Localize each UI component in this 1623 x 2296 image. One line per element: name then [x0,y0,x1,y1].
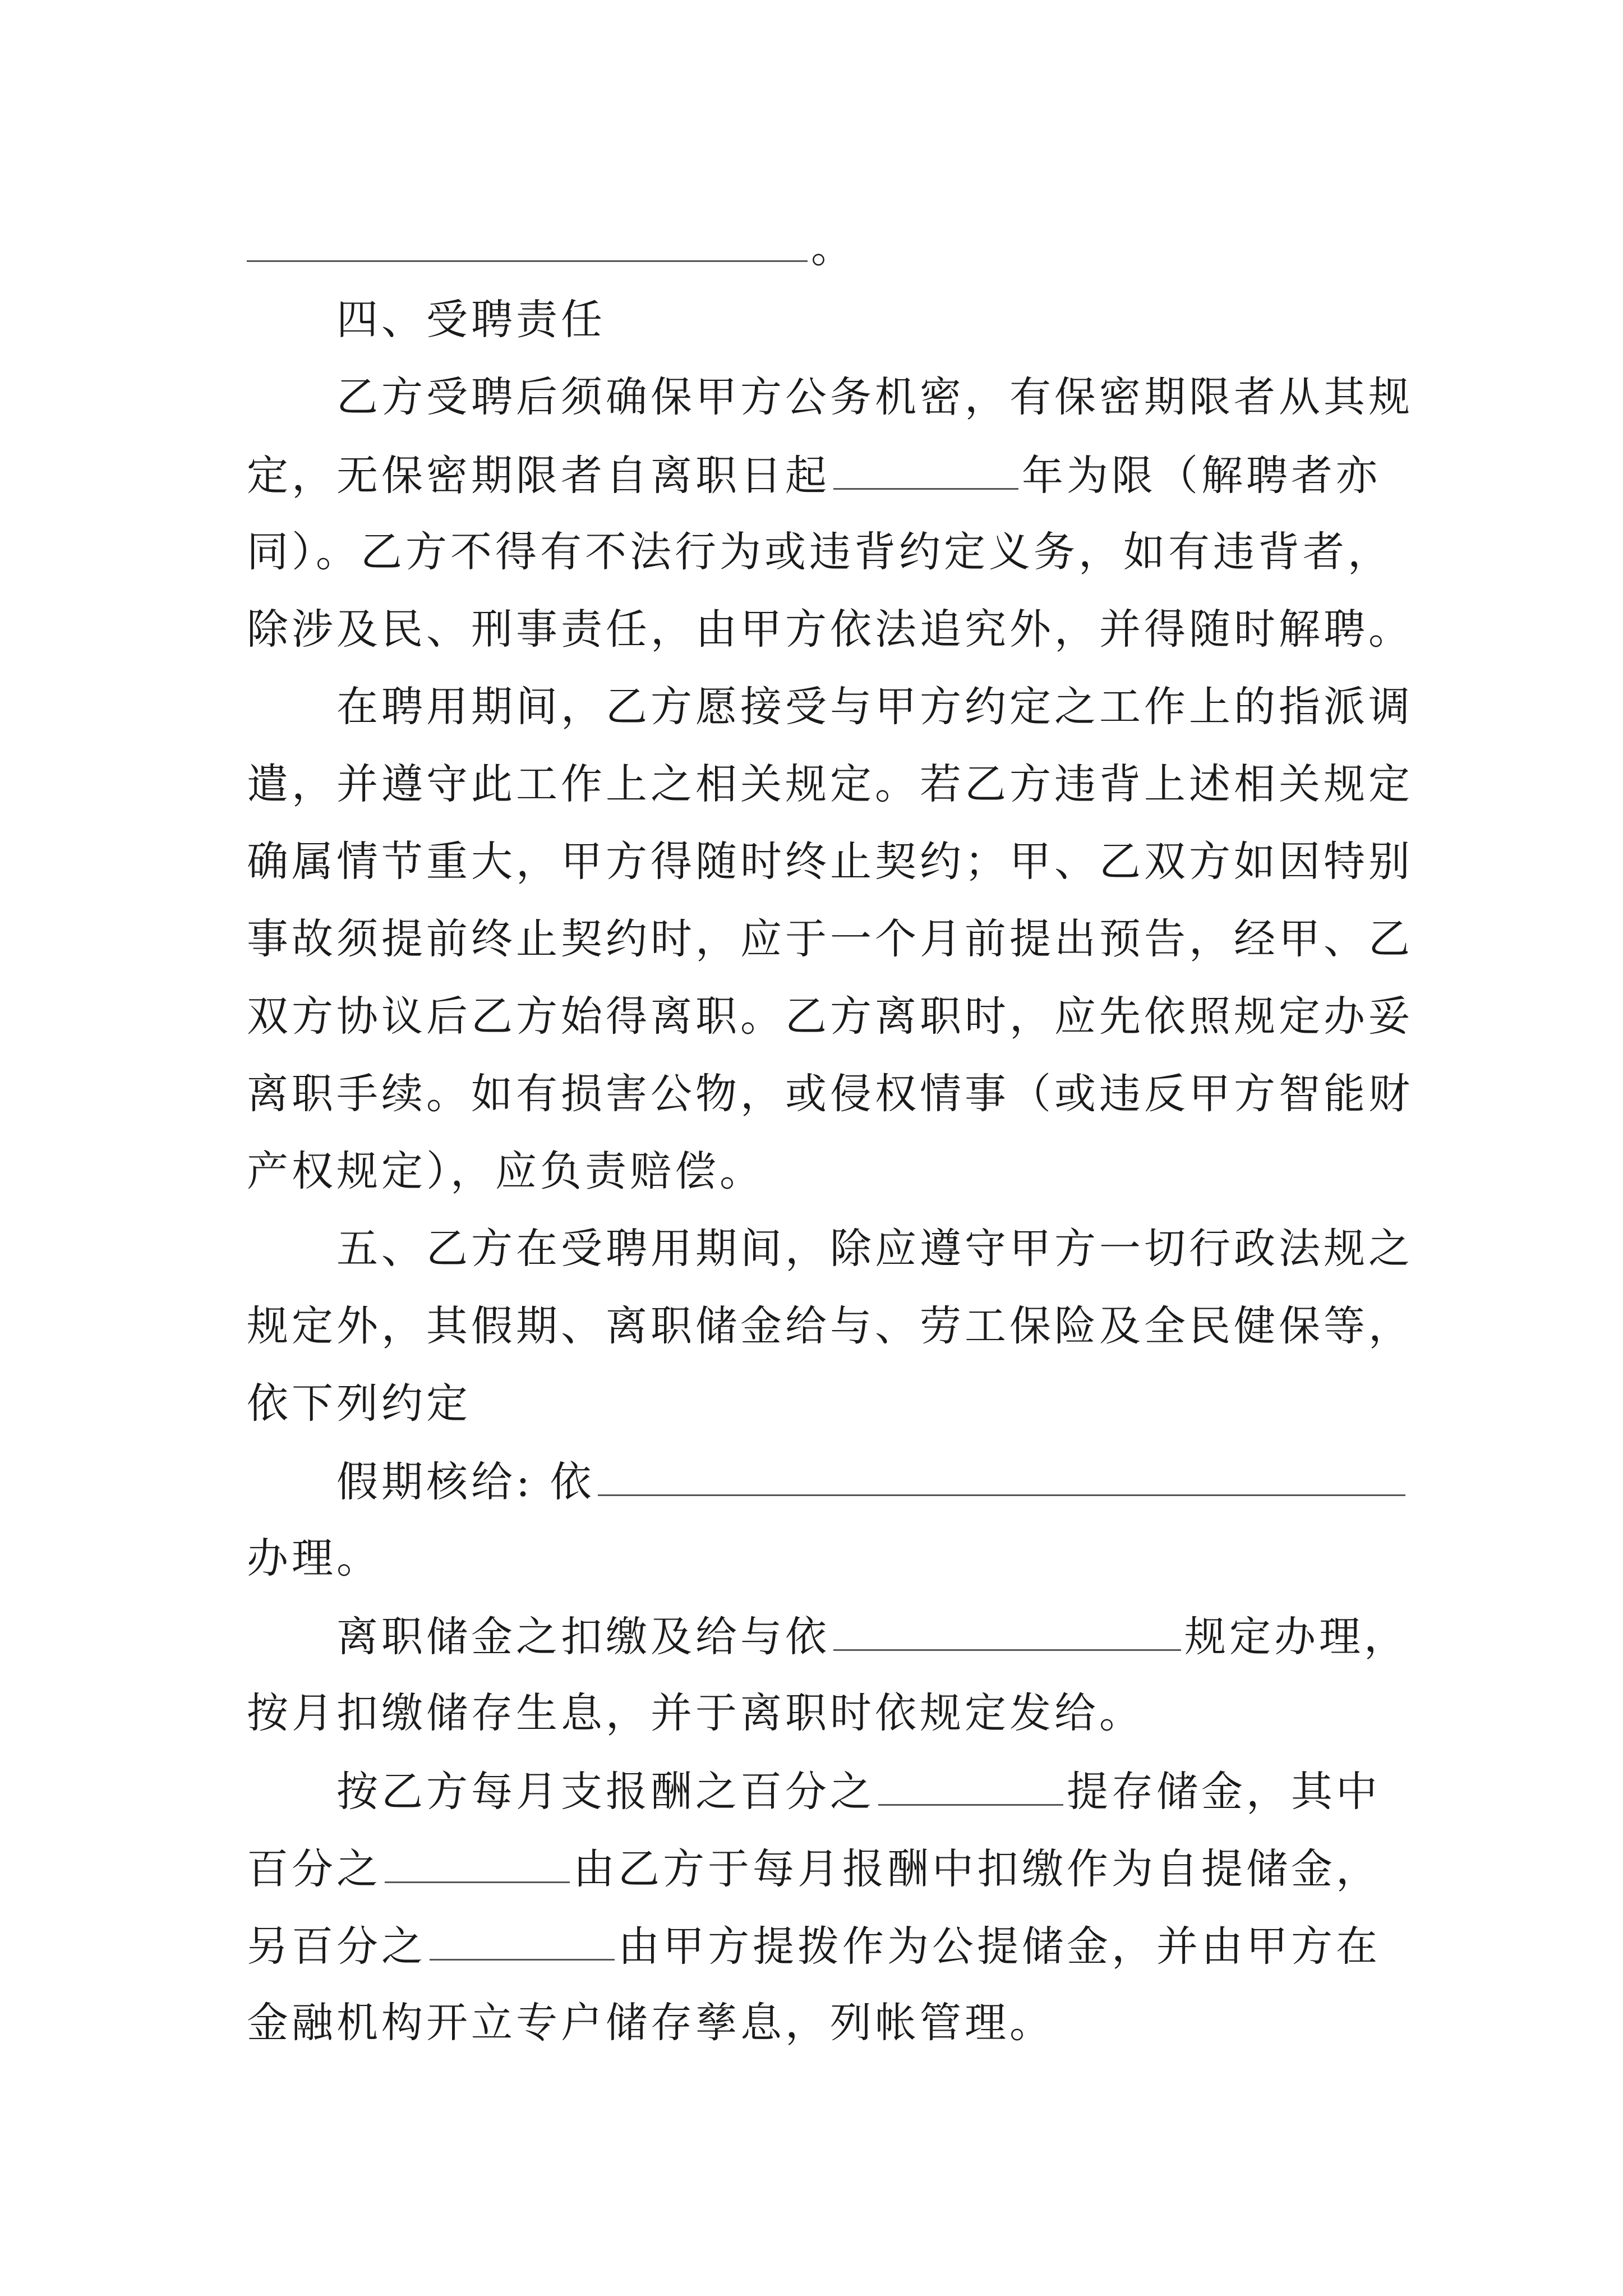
text-line: 产权规定），应负责赔偿。 [247,1147,764,1195]
text-line: 双方协议后乙方始得离职。乙方离职时，应先依照规定办妥 [247,992,1413,1041]
text-line: 另百分之 由甲方提拨作为公提储金，并由甲方在 [247,1917,1391,1973]
text-line: 百分之 由乙方于每月报酬中扣缴作为自提储金， [247,1840,1391,1896]
text-line: 依下列约定 [247,1379,471,1428]
fill-blank [247,219,808,262]
text-line: 办理。 [247,1534,381,1582]
text-line: 事故须提前终止契约时，应于一个月前提出预告，经甲、乙 [247,915,1413,963]
text-line: 按乙方每月支报酬之百分之 提存储金，其中 [336,1763,1391,1819]
text-line: 按月扣缴储存生息，并于离职时依规定发给。 [247,1689,1144,1737]
text-line: 规定外，其假期、离职储金给与、劳工保险及全民健保等， [247,1302,1413,1350]
text-line: 在聘用期间，乙方愿接受与甲方约定之工作上的指派调 [336,683,1413,731]
fill-blank [385,1840,570,1883]
fill-blank [430,1917,615,1961]
section-heading: 四、受聘责任 [336,296,606,344]
text-line: 除涉及民、刑事责任，由甲方依法追究外，并得随时解聘。 [247,605,1413,654]
text-line: 金融机构开立专户储存孳息，列帐管理。 [247,1999,1054,2047]
text-line: 遣，并遵守此工作上之相关规定。若乙方违背上述相关规定 [247,760,1413,808]
section-heading: 五、乙方在受聘用期间，除应遵守甲方一切行政法规之 [336,1225,1413,1273]
text-line: 离职手续。如有损害公物，或侵权情事（或违反甲方智能财 [247,1070,1413,1118]
text-line: 同）。乙方不得有不法行为或违背约定义务，如有违背者， [247,528,1393,576]
fill-blank [833,447,1018,490]
fill-blank [598,1453,1405,1496]
text-line: 乙方受聘后须确保甲方公务机密，有保密期限者从其规 [336,373,1413,421]
text-line: 假期核给: 依 [336,1453,1391,1509]
text-line: 。 [247,219,1391,275]
fill-blank [833,1608,1181,1651]
text-line: 确属情节重大，甲方得随时终止契约；甲、乙双方如因特别 [247,838,1413,886]
text-line: 离职储金之扣缴及给与依 规定办理， [336,1608,1391,1664]
text-line: 定，无保密期限者自离职日起 年为限（解聘者亦 [247,447,1391,503]
fill-blank [878,1763,1063,1806]
